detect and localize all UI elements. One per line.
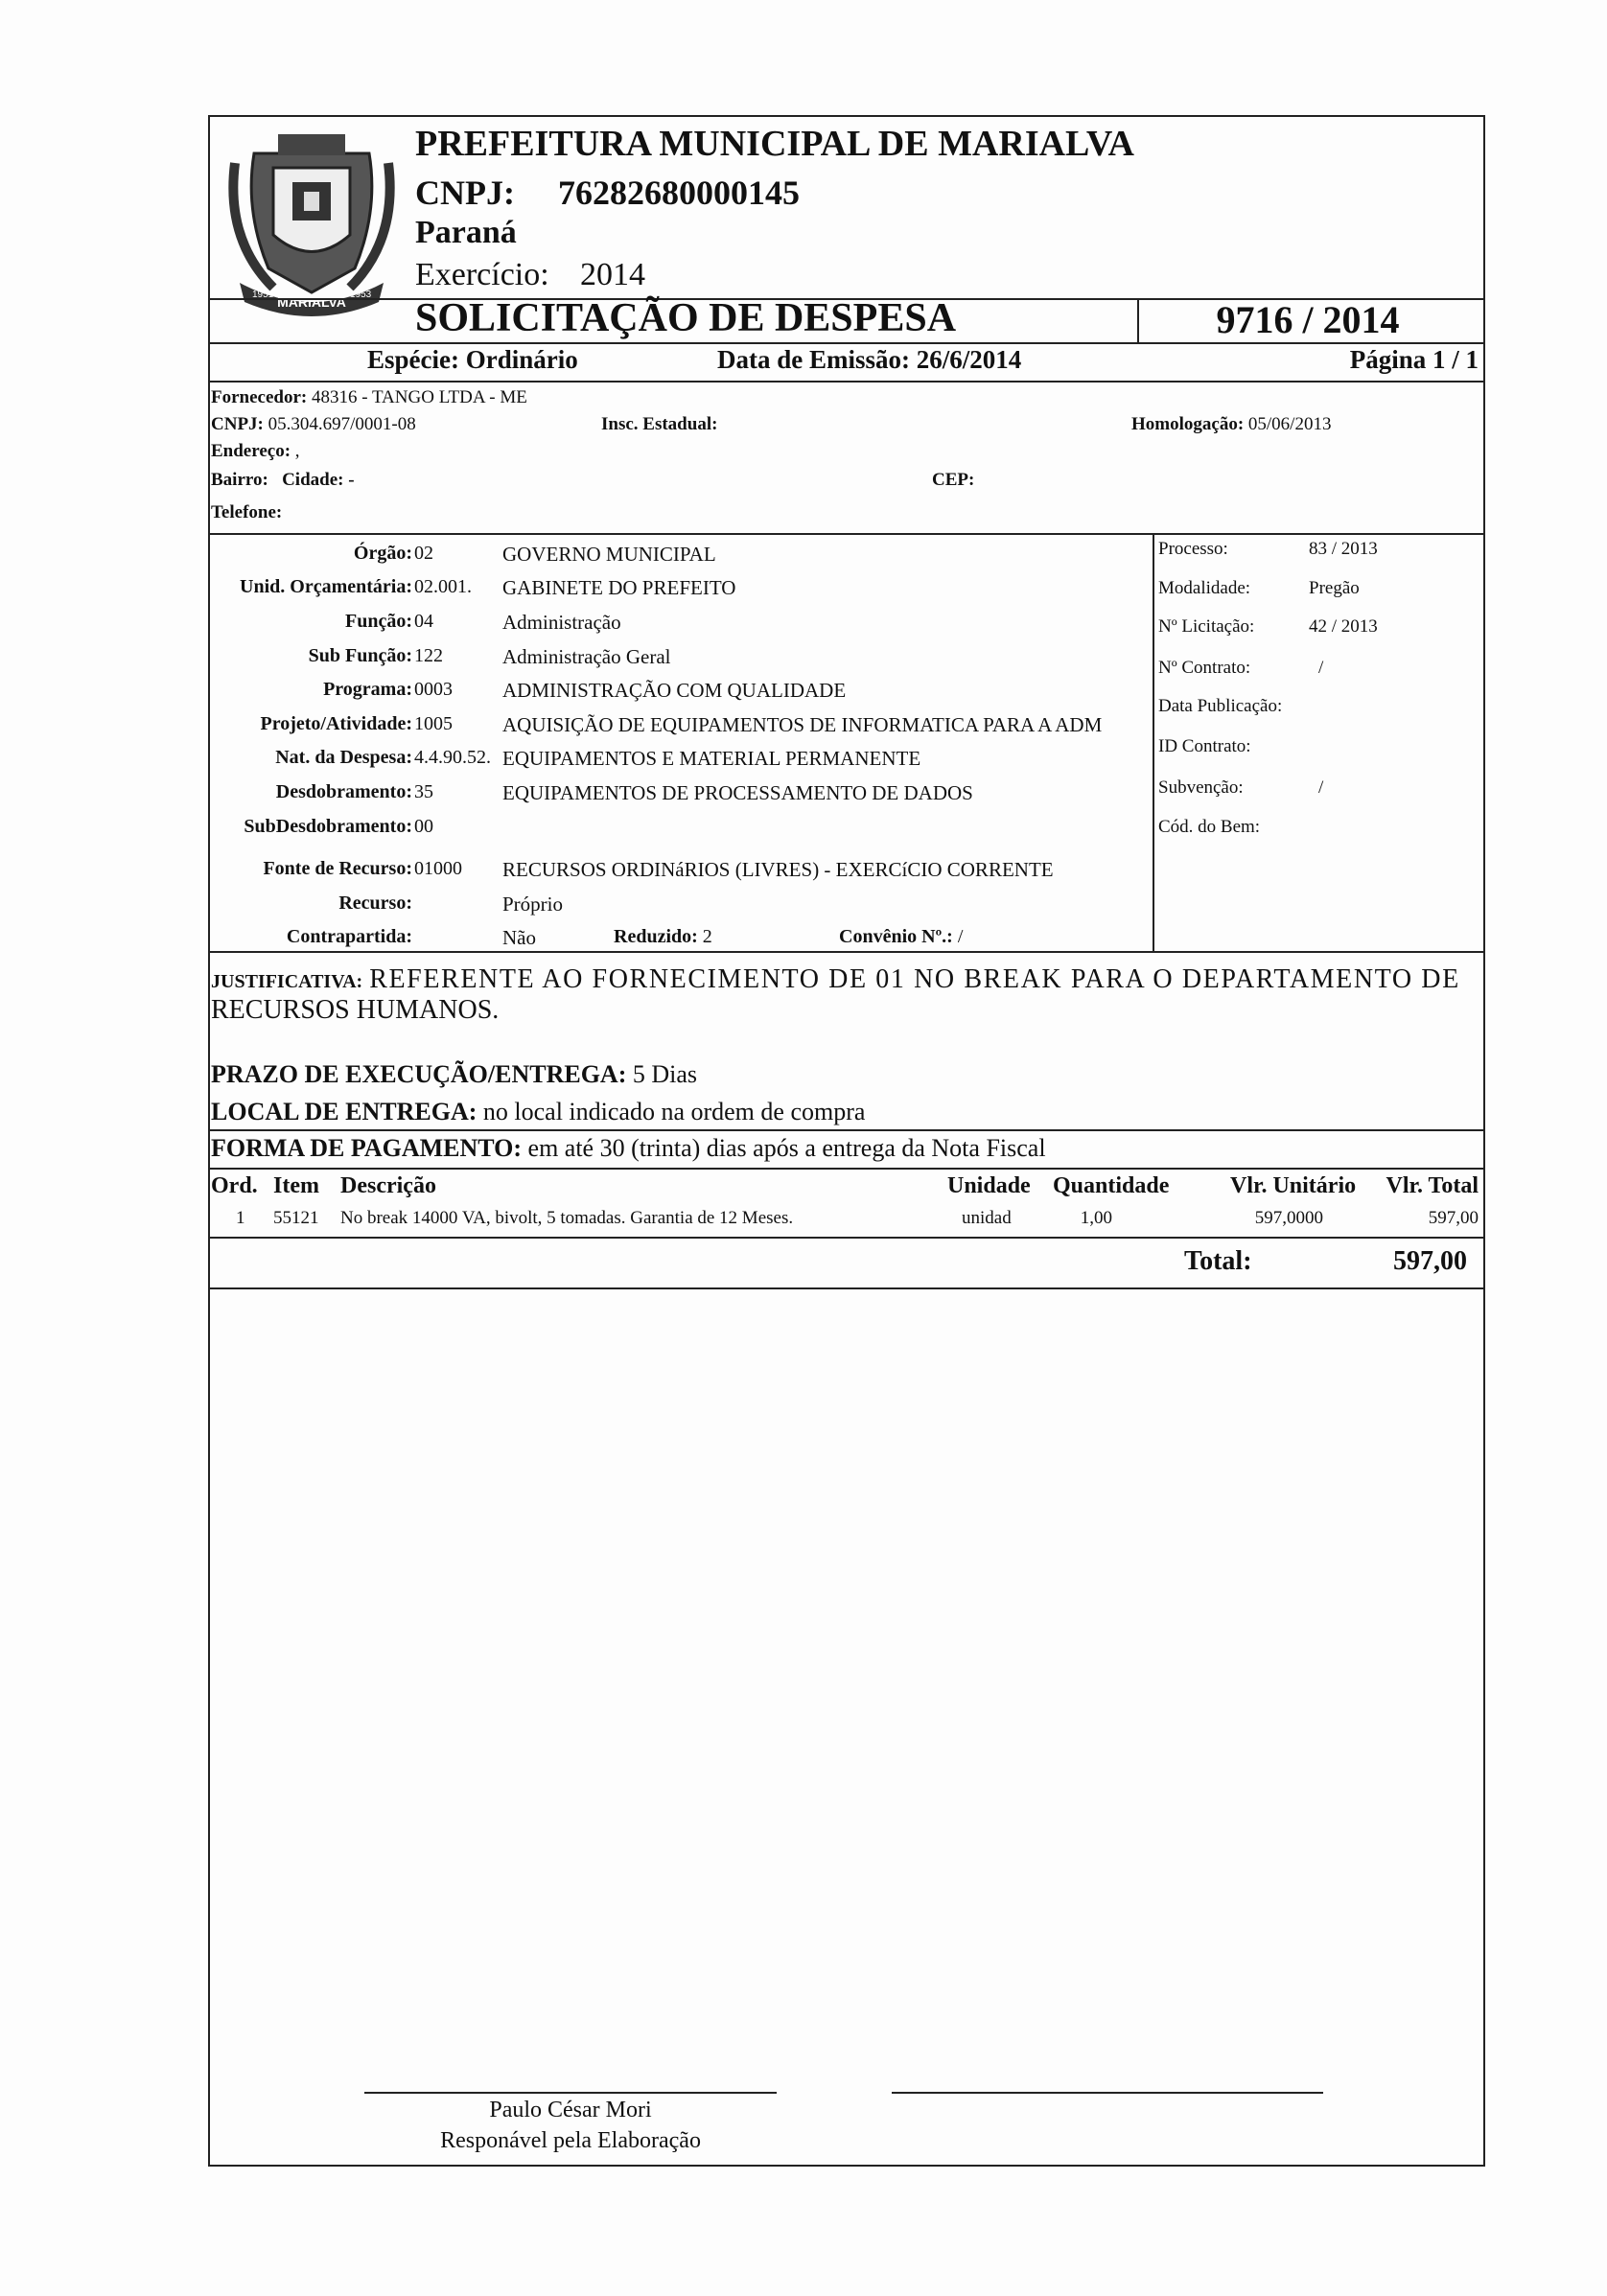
cell-item: 55121 — [273, 1208, 319, 1228]
cidade-label: Cidade: — [282, 470, 344, 490]
local-label: LOCAL DE ENTREGA: — [211, 1098, 477, 1125]
budget-description: RECURSOS ORDINáRIOS (LIVRES) - EXERCíCIO CORRENTE — [502, 858, 1054, 881]
budget-description: GOVERNO MUNICIPAL — [502, 543, 716, 566]
seal-year-left: 1951 — [252, 290, 274, 300]
budget-code: 02.001. — [414, 576, 472, 597]
budget-code: 1005 — [414, 713, 453, 734]
budget-label: Órgão: — [353, 543, 412, 564]
cnpj-value: 76282680000145 — [558, 174, 800, 212]
th-vlr-unitario: Vlr. Unitário — [1230, 1173, 1357, 1198]
process-value: 42 / 2013 — [1309, 616, 1378, 637]
budget-label: Desdobramento: — [275, 781, 412, 802]
budget-code: 35 — [414, 781, 433, 802]
th-unidade: Unidade — [947, 1173, 1031, 1198]
fornecedor-row — [211, 387, 527, 408]
doc-number: 9716 / 2014 — [1216, 298, 1400, 341]
budget-description: EQUIPAMENTOS E MATERIAL PERMANENTE — [502, 747, 921, 770]
budget-label: Função: — [345, 611, 412, 632]
total-value: 597,00 — [1393, 1246, 1467, 1276]
budget-label: Sub Função: — [308, 645, 412, 666]
pagamento-value: em até 30 (trinta) dias após a entrega da Nota Fiscal — [527, 1134, 1046, 1162]
cnpj-label: CNPJ: — [415, 174, 515, 212]
convenio-row — [839, 926, 963, 948]
process-value: 83 / 2013 — [1309, 539, 1378, 559]
th-vlr-total: Vlr. Total — [1386, 1173, 1479, 1198]
cell-unidade: unidad — [962, 1208, 1012, 1228]
total-label: Total: — [1184, 1246, 1252, 1276]
pagamento-label: FORMA DE PAGAMENTO: — [211, 1134, 523, 1162]
doc-title: SOLICITAÇÃO DE DESPESA — [415, 296, 957, 340]
state-name: Paraná — [415, 215, 517, 250]
fornecedor-value: 48316 - TANGO LTDA - ME — [311, 387, 527, 407]
exercicio-value: 2014 — [580, 257, 645, 292]
cep-label: CEP: — [932, 470, 975, 490]
process-label: Modalidade: — [1158, 578, 1251, 598]
budget-description: Administração — [502, 611, 621, 634]
reduzido-row — [614, 926, 712, 948]
endereco-value: , — [294, 441, 300, 461]
budget-code: 122 — [414, 645, 443, 666]
budget-label: Projeto/Atividade: — [260, 713, 412, 734]
telefone-label: Telefone: — [211, 502, 283, 522]
reduzido-label: Reduzido: — [614, 926, 698, 947]
prazo-value: 5 Dias — [632, 1060, 698, 1088]
homologacao-value: 05/06/2013 — [1247, 414, 1332, 434]
cell-ord: 1 — [236, 1208, 245, 1228]
process-label: Nº Licitação: — [1158, 616, 1255, 637]
cidade-value: - — [348, 470, 355, 490]
budget-code: 0003 — [414, 679, 453, 700]
justificativa-label: JUSTIFICATIVA: — [211, 971, 363, 992]
budget-code: 01000 — [414, 858, 462, 879]
th-quantidade: Quantidade — [1053, 1173, 1170, 1198]
justificativa-line-1: REFERENTE AO FORNECIMENTO DE 01 NO BREAK PARA O DEPARTAMENTO DE — [369, 964, 1460, 994]
process-label: ID Contrato: — [1158, 736, 1251, 756]
pagamento-row — [211, 1134, 1046, 1163]
process-label: Data Publicação: — [1158, 696, 1283, 716]
budget-description: ADMINISTRAÇÃO COM QUALIDADE — [502, 679, 847, 702]
budget-description: Não — [502, 926, 536, 949]
exercicio-label: Exercício: — [415, 257, 549, 292]
fornecedor-label: Fornecedor: — [211, 387, 308, 407]
budget-label: SubDesdobramento: — [244, 816, 412, 837]
budget-description: EQUIPAMENTOS DE PROCESSAMENTO DE DADOS — [502, 781, 973, 804]
process-value: / — [1318, 658, 1324, 678]
cell-descricao: No break 14000 VA, bivolt, 5 tomadas. Garantia de 12 Meses. — [340, 1208, 794, 1228]
reduzido-value: 2 — [702, 926, 712, 947]
local-value: no local indicado na ordem de compra — [482, 1098, 866, 1125]
signature-line-left — [364, 2092, 777, 2094]
bairro-label: Bairro: — [211, 470, 268, 490]
justificativa-line-2: RECURSOS HUMANOS. — [211, 995, 500, 1025]
local-row — [211, 1098, 865, 1126]
pagina: Página 1 / 1 — [1349, 345, 1479, 374]
budget-code: 00 — [414, 816, 433, 837]
insc-estadual-label: Insc. Estadual: — [601, 414, 718, 434]
seal-year-right: 1953 — [350, 290, 372, 300]
page-title: PREFEITURA MUNICIPAL DE MARIALVA — [415, 124, 1134, 164]
justificativa — [211, 964, 1481, 1026]
prazo-label: PRAZO DE EXECUÇÃO/ENTREGA: — [211, 1060, 627, 1088]
budget-description: Administração Geral — [502, 645, 671, 668]
signature-name: Paulo César Mori — [489, 2098, 652, 2122]
municipal-crest-icon — [216, 125, 408, 321]
process-value: Pregão — [1309, 578, 1360, 598]
cell-vlr-total: 597,00 — [1428, 1208, 1479, 1228]
budget-label: Recurso: — [338, 893, 412, 914]
budget-description: GABINETE DO PREFEITO — [502, 576, 736, 599]
budget-label: Contrapartida: — [286, 926, 412, 947]
budget-label: Fonte de Recurso: — [263, 858, 412, 879]
supplier-cnpj-row — [211, 414, 416, 435]
endereco-label: Endereço: — [211, 441, 291, 461]
cell-quantidade: 1,00 — [1080, 1208, 1112, 1228]
budget-code: 4.4.90.52. — [414, 747, 491, 768]
supplier-cnpj-label: CNPJ: — [211, 414, 264, 434]
budget-label: Programa: — [323, 679, 412, 700]
th-ord: Ord. — [211, 1173, 258, 1198]
budget-description: AQUISIÇÃO DE EQUIPAMENTOS DE INFORMATICA PARA A ADM — [502, 713, 1103, 736]
homologacao-label: Homologação: — [1131, 414, 1245, 434]
signature-role: Responável pela Elaboração — [440, 2128, 701, 2153]
budget-label: Unid. Orçamentária: — [240, 576, 412, 597]
prazo-row — [211, 1060, 697, 1089]
budget-description: Próprio — [502, 893, 563, 916]
seal-text: MARIALVA — [277, 294, 346, 310]
budget-code: 02 — [414, 543, 433, 564]
data-emissao: Data de Emissão: 26/6/2014 — [717, 345, 1022, 374]
especie: Espécie: Ordinário — [367, 345, 578, 374]
signature-line-right — [892, 2092, 1323, 2094]
supplier-cnpj-value: 05.304.697/0001-08 — [268, 414, 416, 434]
convenio-value: / — [957, 926, 964, 947]
cell-vlr-unitario: 597,0000 — [1254, 1208, 1323, 1228]
budget-label: Nat. da Despesa: — [275, 747, 412, 768]
process-label: Nº Contrato: — [1158, 658, 1251, 678]
process-label: Subvenção: — [1158, 777, 1244, 798]
th-item: Item — [273, 1173, 319, 1198]
th-descricao: Descrição — [340, 1173, 436, 1198]
convenio-label: Convênio Nº.: — [839, 926, 953, 947]
budget-code: 04 — [414, 611, 433, 632]
process-value: / — [1318, 777, 1324, 798]
endereco-row — [211, 441, 300, 462]
process-label: Cód. do Bem: — [1158, 817, 1261, 837]
homologacao-row — [1131, 414, 1331, 435]
process-label: Processo: — [1158, 539, 1228, 559]
bairro-row — [211, 470, 355, 491]
